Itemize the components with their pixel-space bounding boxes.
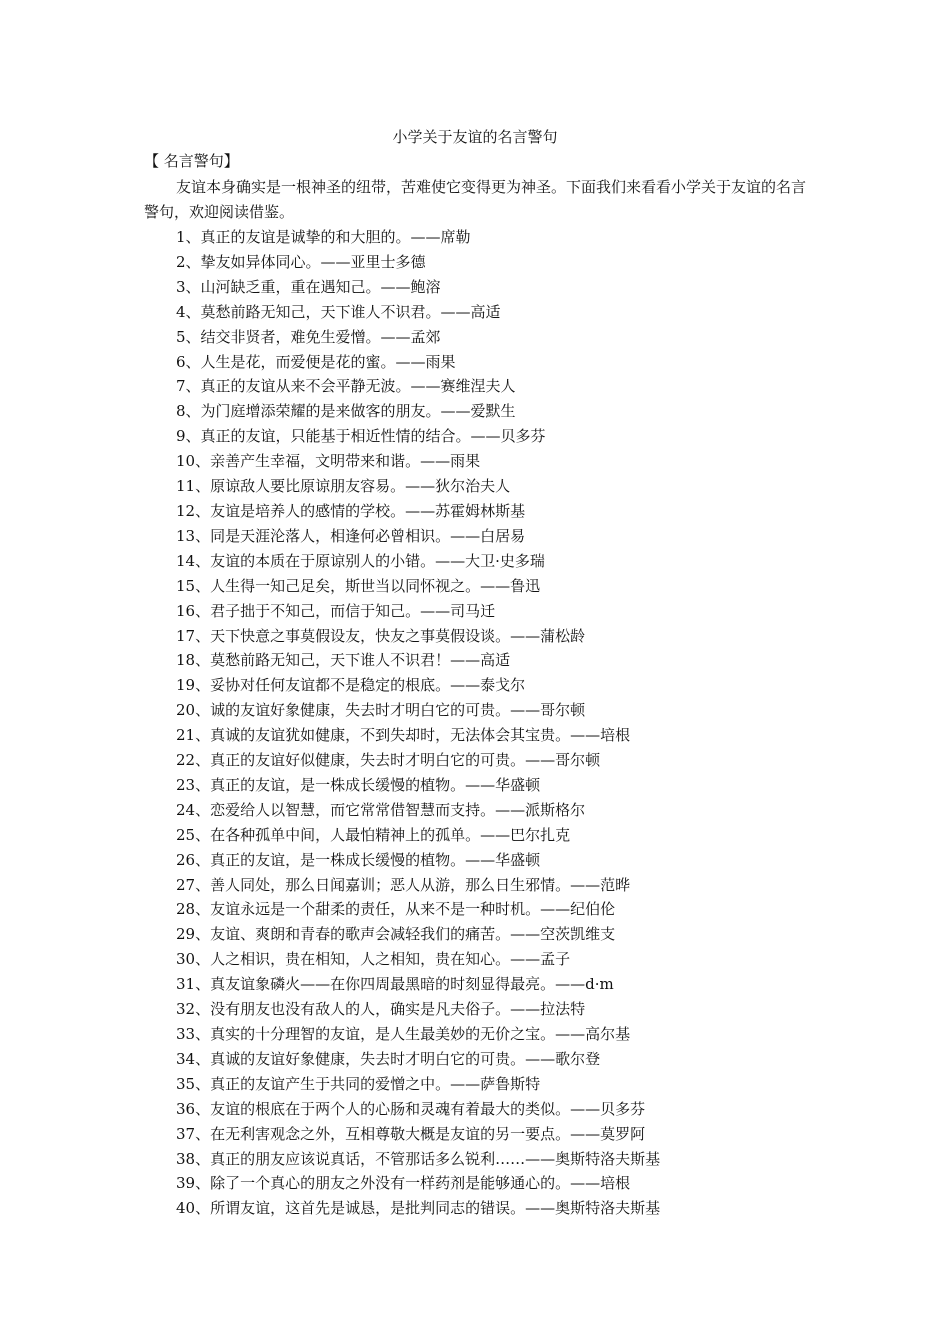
quote-item: 18、莫愁前路无知己，天下谁人不识君！——高适 xyxy=(176,651,511,670)
quote-item: 40、所谓友谊，这首先是诚恳，是批判同志的错误。——奥斯特洛夫斯基 xyxy=(176,1199,661,1218)
quote-item: 16、君子拙于不知己，而信于知己。——司马迁 xyxy=(176,601,496,620)
quote-item: 25、在各种孤单中间，人最怕精神上的孤单。——巴尔扎克 xyxy=(176,825,571,844)
quote-item: 5、结交非贤者，难免生爱憎。——孟郊 xyxy=(176,327,441,346)
quote-item: 6、人生是花，而爱便是花的蜜。——雨果 xyxy=(176,352,456,371)
quote-item: 2、挚友如异体同心。——亚里士多德 xyxy=(176,252,426,271)
quote-item: 34、真诚的友谊好象健康，失去时才明白它的可贵。——歌尔登 xyxy=(176,1049,601,1068)
quote-item: 11、原谅敌人要比原谅朋友容易。——狄尔治夫人 xyxy=(176,477,511,496)
quote-item: 35、真正的友谊产生于共同的爱憎之中。——萨鲁斯特 xyxy=(176,1074,541,1093)
quote-item: 12、友谊是培养人的感情的学校。——苏霍姆林斯基 xyxy=(176,501,526,520)
quote-item: 37、在无利害观念之外，互相尊敬大概是友谊的另一要点。——莫罗阿 xyxy=(176,1124,646,1143)
quote-item: 8、为门庭增添荣耀的是来做客的朋友。——爱默生 xyxy=(176,402,516,421)
quote-item: 3、山河缺乏重，重在遇知己。——鲍溶 xyxy=(176,277,441,296)
quote-item: 4、莫愁前路无知己，天下谁人不识君。——高适 xyxy=(176,302,501,321)
section-heading: 【 名言警句】 xyxy=(144,152,239,170)
quote-item: 22、真正的友谊好似健康，失去时才明白它的可贵。——哥尔顿 xyxy=(176,751,601,770)
quote-list xyxy=(176,225,660,1221)
quote-item: 17、天下快意之事莫假设友，快友之事莫假设谈。——蒲松龄 xyxy=(176,626,586,645)
quote-item: 31、真友谊象磷火——在你四周最黑暗的时刻显得最亮。——d·m xyxy=(176,975,614,994)
quote-item: 20、诚的友谊好象健康，失去时才明白它的可贵。——哥尔顿 xyxy=(176,701,586,720)
quote-item: 33、真实的十分理智的友谊，是人生最美妙的无价之宝。——高尔基 xyxy=(176,1025,631,1043)
quote-item: 21、真诚的友谊犹如健康，不到失却时，无法体会其宝贵。——培根 xyxy=(176,726,631,745)
intro-paragraph: 友谊本身确实是一根神圣的纽带，苦难使它变得更为神圣。下面我们来看看小学关于友谊的名言警句，欢迎阅读借鉴。 xyxy=(144,178,807,221)
quote-item: 39、除了一个真心的朋友之外没有一样药剂是能够通心的。——培根 xyxy=(176,1174,631,1193)
quote-item: 32、没有朋友也没有敌人的人，确实是凡夫俗子。——拉法特 xyxy=(176,1000,586,1019)
quote-item: 1、真正的友谊是诚挚的和大胆的。——席勒 xyxy=(176,228,471,246)
quote-item: 9、真正的友谊，只能基于相近性情的结合。——贝多芬 xyxy=(176,427,546,446)
quote-item: 13、同是天涯沦落人，相逢何必曾相识。——白居易 xyxy=(176,526,526,545)
quote-item: 14、友谊的本质在于原谅别人的小错。——大卫·史多瑞 xyxy=(176,551,545,570)
quote-item: 36、友谊的根底在于两个人的心肠和灵魂有着最大的类似。——贝多芬 xyxy=(176,1099,646,1118)
quote-item: 19、妥协对任何友谊都不是稳定的根底。——泰戈尔 xyxy=(176,676,526,695)
quote-item: 38、真正的朋友应该说真话，不管那话多么锐利……——奥斯特洛夫斯基 xyxy=(176,1149,661,1168)
quote-item: 27、善人同处，那么日闻嘉训；恶人从游，那么日生邪情。——范晔 xyxy=(176,875,631,894)
quote-item: 28、友谊永远是一个甜柔的责任，从来不是一种时机。——纪伯伦 xyxy=(176,900,616,919)
quote-item: 15、人生得一知己足矣，斯世当以同怀视之。——鲁迅 xyxy=(176,576,541,595)
quote-item: 29、友谊、爽朗和青春的歌声会减轻我们的痛苦。——空茨凯维支 xyxy=(176,925,616,944)
quote-item: 24、恋爱给人以智慧，而它常常借智慧而支持。——派斯格尔 xyxy=(176,800,586,819)
quote-item: 7、真正的友谊从来不会平静无波。——赛维涅夫人 xyxy=(176,377,516,396)
quote-item: 26、真正的友谊，是一株成长缓慢的植物。——华盛顿 xyxy=(176,850,541,869)
document-title: 小学关于友谊的名言警句 xyxy=(392,128,558,146)
quote-item: 10、亲善产生幸福，文明带来和谐。——雨果 xyxy=(176,452,481,471)
quote-item: 23、真正的友谊，是一株成长缓慢的植物。——华盛顿 xyxy=(176,775,541,794)
quote-item: 30、人之相识，贵在相知，人之相知，贵在知心。——孟子 xyxy=(176,950,571,969)
